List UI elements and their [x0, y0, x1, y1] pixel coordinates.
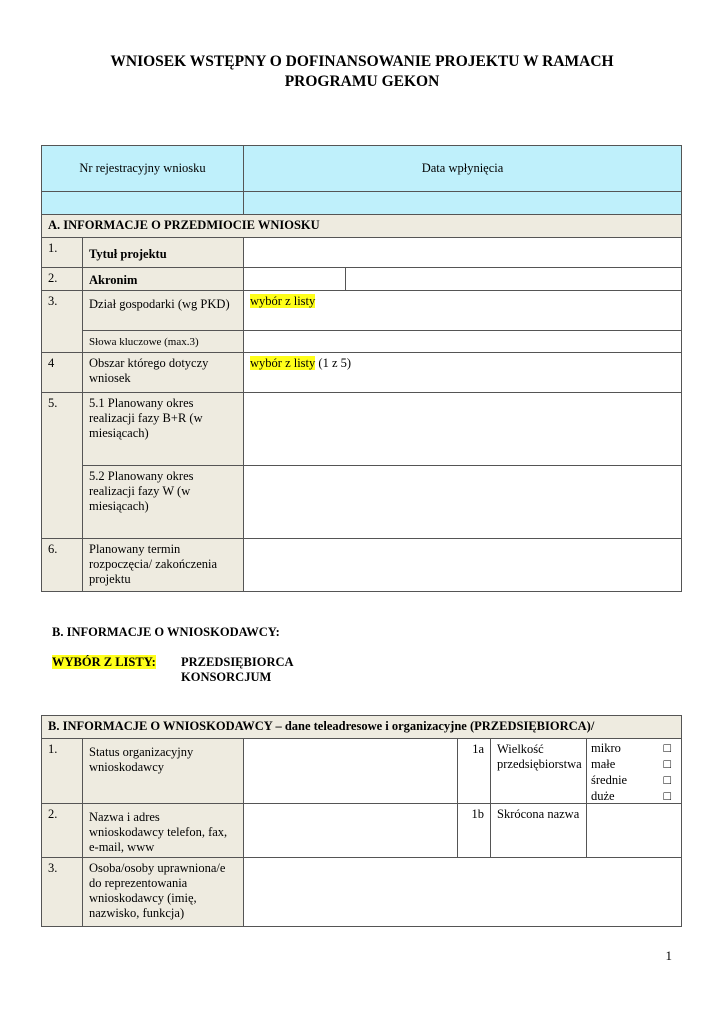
size-option-large[interactable]: duże □ [591, 789, 671, 803]
acronym-label: Akronim [82, 267, 244, 291]
b-row-3-number: 3. [41, 857, 83, 927]
short-name-label: Skrócona nazwa [490, 803, 587, 858]
row-5-number: 5. [41, 392, 83, 539]
project-title-label: Tytuł projektu [82, 237, 244, 268]
checkbox-icon[interactable]: □ [663, 741, 671, 755]
checkbox-icon[interactable]: □ [663, 773, 671, 787]
keywords-label: Słowa kluczowe (max.3) [82, 330, 244, 353]
title-line-1: WNIOSEK WSTĘPNY O DOFINANSOWANIE PROJEKTU W RAMACH [110, 53, 614, 70]
size-option-medium[interactable]: średnie □ [591, 773, 671, 787]
w-phase-duration-label: 5.2 Planowany okres realizacji fazy W (w miesiącach) [82, 465, 244, 539]
area-value: wybór z listy [250, 356, 316, 370]
registration-number-field[interactable] [41, 191, 244, 215]
representatives-field[interactable] [243, 857, 682, 927]
size-option-small[interactable]: małe □ [591, 757, 671, 771]
project-dates-label: Planowany termin rozpoczęcia/ zakończenia projektu [82, 538, 244, 592]
economy-sector-label: Dział gospodarki (wg PKD) [82, 290, 244, 331]
section-b-heading: B. INFORMACJE O WNIOSKODAWCY – dane teleadresowe i organizacyjne (PRZEDSIĘBIORCA)/ [41, 715, 682, 739]
section-a-heading: A. INFORMACJE O PRZEDMIOCIE WNIOSKU [41, 214, 682, 238]
checkbox-icon[interactable]: □ [663, 757, 671, 771]
short-name-field[interactable] [586, 803, 682, 858]
checkbox-icon[interactable]: □ [663, 789, 671, 803]
representatives-label: Osoba/osoby uprawniona/e do reprezentowania wnioskodawcy (imię, nazwisko, funkcja) [82, 857, 244, 927]
br-phase-duration-field[interactable] [243, 392, 682, 466]
row-2-number: 2. [41, 267, 83, 291]
row-1-number: 1. [41, 237, 83, 268]
b-row-1a-number: 1a [457, 738, 491, 804]
area-label: Obszar którego dotyczy wniosek [82, 352, 244, 393]
page-number: 1 [665, 948, 672, 963]
section-b-intro-heading: B. INFORMACJE O WNIOSKODAWCY: [52, 625, 280, 639]
size-option-micro[interactable]: mikro □ [591, 741, 671, 755]
applicant-option-enterprise[interactable]: PRZEDSIĘBIORCA [181, 655, 294, 669]
registration-number-header: Nr rejestracyjny wniosku [41, 145, 244, 192]
document-title [60, 52, 664, 92]
project-title-field[interactable] [243, 237, 682, 268]
org-status-label: Status organizacyjny wnioskodawcy [82, 738, 244, 804]
acronym-extra-field[interactable] [345, 267, 682, 291]
row-6-number: 6. [41, 538, 83, 592]
enterprise-size-label: Wielkość przedsiębiorstwa [490, 738, 587, 804]
b-row-1-number: 1. [41, 738, 83, 804]
name-address-field[interactable] [243, 803, 458, 858]
economy-sector-select[interactable] [243, 290, 682, 331]
area-value-note: (1 z 5) [315, 356, 352, 370]
receipt-date-field[interactable] [243, 191, 682, 215]
row-3-number: 3. [41, 290, 83, 353]
receipt-date-header: Data wpłynięcia [243, 145, 682, 192]
area-select[interactable] [243, 352, 682, 393]
project-dates-field[interactable] [243, 538, 682, 592]
b-row-2-number: 2. [41, 803, 83, 858]
economy-sector-value: wybór z listy [250, 294, 316, 308]
title-line-2: PROGRAMU GEKON [284, 73, 440, 90]
name-address-label: Nazwa i adres wnioskodawcy telefon, fax, e-mail, www [82, 803, 244, 858]
applicant-option-consortium[interactable]: KONSORCJUM [181, 670, 272, 684]
w-phase-duration-field[interactable] [243, 465, 682, 539]
row-4-number: 4 [41, 352, 83, 393]
keywords-field[interactable] [243, 330, 682, 353]
enterprise-size-options [586, 738, 682, 804]
applicant-choice-label: WYBÓR Z LISTY: [52, 655, 156, 669]
br-phase-duration-label: 5.1 Planowany okres realizacji fazy B+R (w miesiącach) [82, 392, 244, 466]
org-status-field[interactable] [243, 738, 458, 804]
b-row-1b-number: 1b [457, 803, 491, 858]
acronym-field[interactable] [243, 267, 346, 291]
